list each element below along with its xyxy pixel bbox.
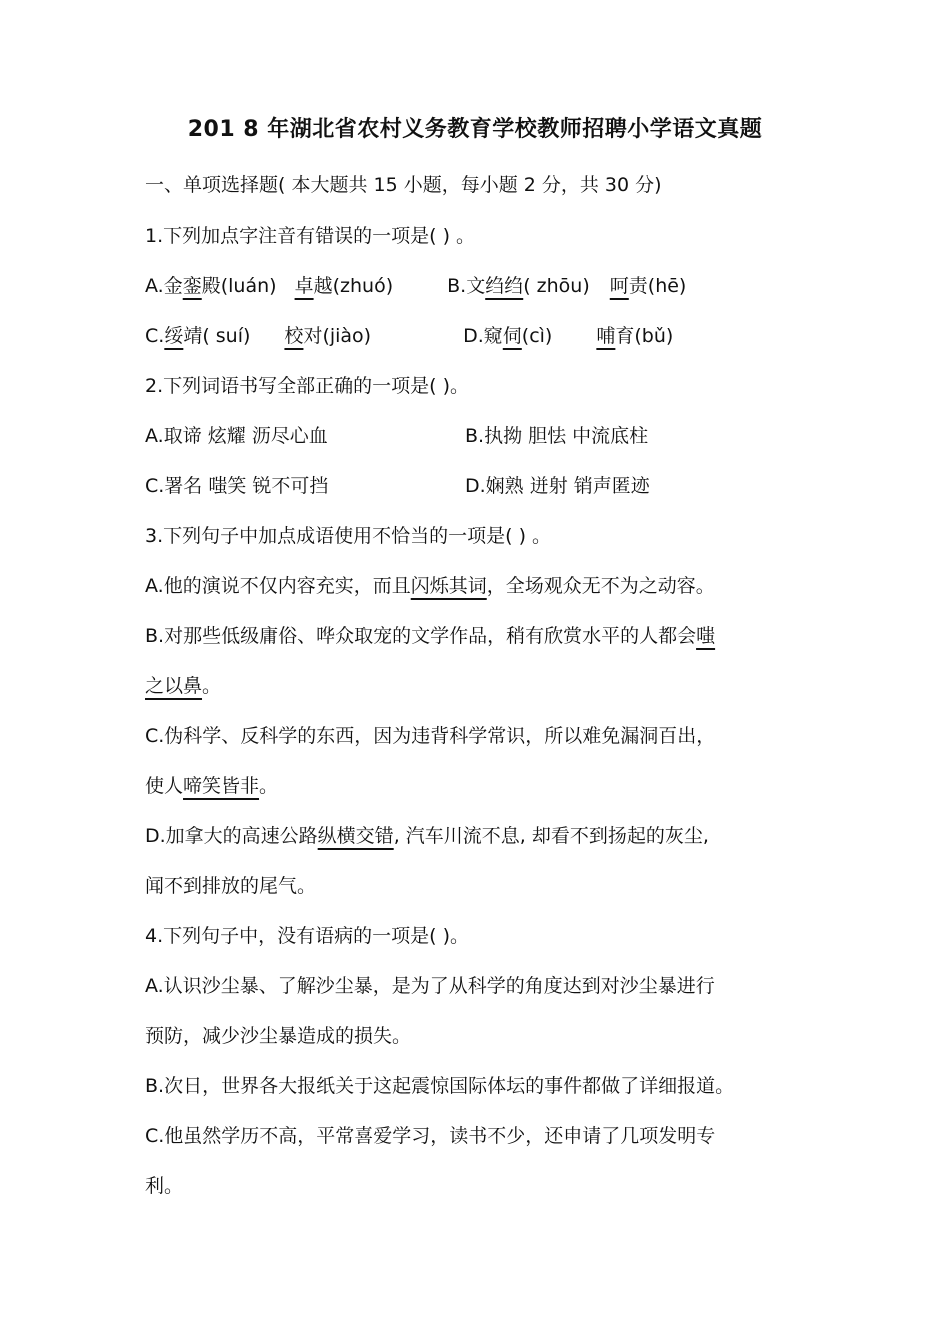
dotted-char: 哺 [596,325,616,347]
dotted-idiom: 嗤 [696,625,716,647]
question-2-option-b: B.执拗 胆怯 中流底柱 [465,425,649,447]
question-4-option-c-line1: C.他虽然学历不高，平常喜爱学习，读书不少，还申请了几项发明专 [145,1125,716,1147]
question-3-option-b-line2: 之以鼻。 [145,675,222,697]
question-3-option-b-line1: B.对那些低级庸俗、哗众取宠的文学作品，稍有欣赏水平的人都会嗤 [145,625,716,647]
dotted-char: 绥 [164,325,184,347]
option-label: D. [463,325,484,347]
dotted-char: 銮 [182,275,202,297]
dotted-char: 卓 [294,275,314,297]
question-3-option-c-line1: C.伪科学、反科学的东西，因为违背科学常识，所以难免漏洞百出， [145,725,716,747]
question-3-option-d-line1: D.加拿大的高速公路纵横交错, 汽车川流不息, 却看不到扬起的灰尘, [145,825,709,847]
option-label: B. [447,275,467,297]
question-4-option-b: B.次日，世界各大报纸关于这起震惊国际体坛的事件都做了详细报道。 [145,1075,735,1097]
dotted-char: 呵 [609,275,629,297]
dotted-char: 伺 [502,325,522,347]
question-1-options-ab: A.金銮殿(luán) 卓越(zhuó) B.文绉绉( zhōu) 呵责(hē) [145,275,687,297]
question-3-option-c-line2: 使人啼笑皆非。 [145,775,279,797]
question-2-option-c: C.署名 嗤笑 锐不可挡 [145,475,329,497]
question-2-stem: 2.下列词语书写全部正确的一项是( )。 [145,375,469,397]
question-2-option-d: D.娴熟 迸射 销声匿迹 [465,475,650,497]
question-1-stem: 1.下列加点字注音有错误的一项是( ) 。 [145,225,476,247]
option-label: A. [145,275,164,297]
dotted-idiom: 闪烁其词 [410,575,487,597]
question-2-option-a: A.取谛 炫耀 沥尽心血 [145,425,328,447]
question-3-option-a: A.他的演说不仅内容充实，而且闪烁其词，全场观众无不为之动容。 [145,575,715,597]
question-1-options-cd: C.绥靖( suí) 校对(jiào) D.窥伺(cì) 哺育(bǔ) [145,325,674,347]
page-title: 201 8 年湖北省农村义务教育学校教师招聘小学语文真题 [187,117,763,142]
question-3-option-d-line2: 闻不到排放的尾气。 [145,875,317,897]
dotted-char: 绉绉 [485,275,524,297]
dotted-idiom: 之以鼻 [145,675,203,697]
question-4-option-a-line1: A.认识沙尘暴、了解沙尘暴，是为了从科学的角度达到对沙尘暴进行 [145,975,715,997]
dotted-idiom: 纵横交错 [317,825,394,847]
question-4-stem: 4.下列句子中，没有语病的一项是( )。 [145,925,469,947]
section-heading: 一、单项选择题( 本大题共 15 小题，每小题 2 分，共 30 分) [145,174,662,196]
dotted-char: 校 [284,325,304,347]
question-3-stem: 3.下列句子中加点成语使用不恰当的一项是( ) 。 [145,525,552,547]
dotted-idiom: 啼笑皆非 [183,775,260,797]
question-4-option-c-line2: 利。 [145,1175,184,1197]
option-label: C. [145,325,165,347]
question-4-option-a-line2: 预防，减少沙尘暴造成的损失。 [145,1025,412,1047]
